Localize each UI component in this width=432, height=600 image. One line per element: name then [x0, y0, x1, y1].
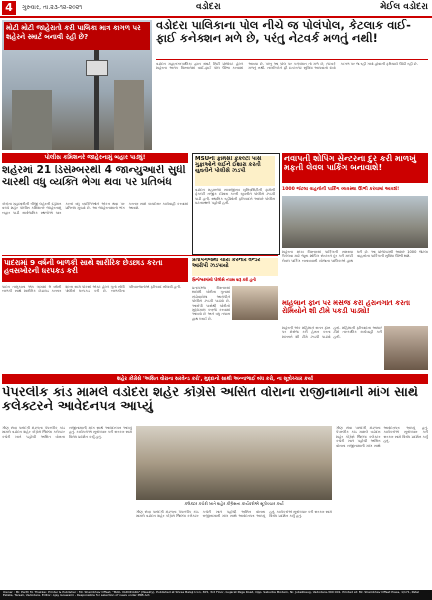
page-number: 4 — [2, 1, 16, 15]
edition-name: મેઈલ વડોદરા — [380, 2, 428, 12]
bottom-kicker: શહેર કોંગ્રેસે 'અસિત વોરાના સરવેન્ડ કરો', મુદ્દાનો સાથી અન્નાભાઈ બંધ કરો, ના સૂત્રોચ્ચાર કર્યા — [2, 374, 428, 384]
lead-headline: વડોદરા પાલિકાના પોલ નીચે જ પોલંપોલ, કેટલાક વાઈ-ફાઈ કનેક્શન મળે છે, પરંતુ નેટવર્ક મળતું નથી! — [156, 19, 411, 45]
footer-imprint: Owner : Mr. Parth M. Thakker. Printer & Publisher : Mr. Shambhav Offset, "MAIL VADODARA" (Weekly), Published at Shree Balaji Icon, 305, 3rd Floor, Gujarat Page Road, Opp. Saburba Modern, Nr. Jubelibaug, Vadodara-390 001. Printed at: Mr. Shambhav Offset Press, 1/171, Patel Estate, Tarsali, Vadodara. Editor: Ajay Goswami - Responsible for selection of news under PRB Act. — [0, 590, 432, 600]
lead-photo-caption: મોટી મોટી જાહેરાતો કરી પાલિકા માત્ર કાગળ પર શહેરને સ્માર્ટ બનાવી રહી છે? — [4, 22, 150, 50]
divider — [156, 59, 428, 60]
parking-photo — [282, 196, 428, 248]
bottom-body-center: ગૌણ સેવા પસંદગી મંડળના પેપરલીક કાંડ મામલે વડોદરા શહેર કોંગ્રેસે જિલ્લા કલેક્ટર કચેરી ખાતે પહોંચી અસિત વોરાના રાજીનામાની માંગ સાથે આવેદનપત્ર આપ્યું હતું. કાર્યકરોએ સૂત્રોચ્ચાર કરી સરકાર સામે વિરોધ પ્રદર્શન કર્યું હતું. — [136, 510, 332, 519]
city-name: વડોદરા — [196, 2, 221, 12]
wifi-box — [86, 60, 108, 76]
child-headline: પાદરામાં 9 વર્ષની બાળકી સાથે શારીરિક છેડછાડ કરતા હવસખોરની ધરપકડ કરી — [2, 258, 188, 282]
building-shape — [114, 80, 144, 150]
bottom-photo — [136, 426, 332, 500]
date-line: ગુરુવાર, તા.૨૩-૧૨-૨૦૨૧ — [22, 4, 83, 11]
bottom-body-right: ગૌણ સેવા પસંદગી મંડળના પેપરલીક કાંડ મામલે વડોદરા શહેર કોંગ્રેસે જિલ્લા કલેક્ટર કચેરી ખાતે પહોંચી અસિત વોરાના રાજીનામાની માંગ સાથે આવેદનપત્ર આપ્યું હતું. કાર્યકરોએ સૂત્રોચ્ચાર કરી સરકાર સામે વિરોધ પ્રદર્શન કર્યું હતું. — [336, 426, 428, 448]
women-headline: મહિલાને ફોન પર મેસેજ કરી હેરાનગતિ કરતા રોમિયોને શી ટીમે પકડી પાડ્યો! — [282, 300, 411, 315]
bottom-headline: પેપરલીક કાંડ મામલે વડોદરા શહેર કોંગ્રેસે અસિત વોરાના રાજીનામાની માંગ સાથે કલેક્ટરને આવેદનપત્ર આપ્યું — [2, 386, 418, 415]
lead-body: વડોદરા મહાનગરપાલિકા દ્વારા સ્માર્ટ સિટી પ્રોજેક્ટ હેઠળ શહેરના અનેક વિસ્તારોમાં વાઈ-ફાઈ પોલ ઊભા કરવામાં આવ્યા છે. પરંતુ આ પોલ પર કનેક્શન તો મળે છે, નેટવર્ક મળતું નથી. નાગરિકોને ફ્રી ઇન્ટરનેટ સુવિધા આપવાનો દાવો કાગળ પર જ રહી ગયો હોવાની ફરિયાદો ઊઠી રહી છે. — [156, 62, 418, 71]
child-body: પાદરા તાલુકાના એક ગામમાં 9 વર્ષની બાળકી સાથે શારીરિક છેડછાડ કરનાર શખ્સ સામે પોક્સો એક્ટ હેઠળ ગુનો નોંધી પોલીસે ધરપકડ કરી છે. બાળકીના પરિવારજનોએ ફરિયાદ નોંધાવી હતી. — [2, 285, 181, 294]
building-shape — [12, 90, 52, 150]
police-kicker: પોલીસ કમિશનરે જાહેરનામું બહાર પાડ્યું! — [2, 153, 188, 163]
parking-headline: નવાપતી શોપિંગ સેન્ટરના દુર કરી માળખું મફતી લેવલ પાર્કિંગ બનાવાશે! — [282, 153, 428, 183]
women-body: શહેરની એક મહિલાને સતત ફોન પર મેસેજ કરી હેરાન કરતા શખ્સને શી ટીમે ઝડપી પાડ્યો હતો. મહિલાની ફરિયાદના આધારે ટીમે તાત્કાલિક કાર્યવાહી કરી હતી. — [282, 326, 382, 339]
gold-headline: પ્રતાપગંજમાં ચોરી કરનાર વેન્ડર આરોપી ઝડપાયો — [192, 258, 278, 276]
gold-photo — [232, 286, 278, 320]
women-photo — [384, 326, 428, 370]
bottom-photo-caption: કલેક્ટર કચેરી ખાતે શહેર કોંગ્રેસના કાર્યકરોએ સૂત્રોચ્ચાર કર્યા — [184, 501, 284, 506]
police-body: કોરોના મહામારીની ત્રીજી લહેરની દહેશત વચ્ચે શહેર પોલીસ કમિશનરે જાહેરનામું બહાર પાડી સાર્વજનિક સ્થળોએ ચાર કરતાં વધુ વ્યક્તિઓને એકત્ર થવા પર પ્રતિબંધ મૂક્યો છે. આ જાહેરનામાનો ભંગ કરનાર સામે કાયદેસર કાર્યવાહી કરવામાં આવશે. — [2, 202, 188, 215]
bottom-body-left: ગૌણ સેવા પસંદગી મંડળના પેપરલીક કાંડ મામલે વડોદરા શહેર કોંગ્રેસે જિલ્લા કલેક્ટર કચેરી ખાતે પહોંચી અસિત વોરાના રાજીનામાની માંગ સાથે આવેદનપત્ર આપ્યું હતું. કાર્યકરોએ સૂત્રોચ્ચાર કરી સરકાર સામે વિરોધ પ્રદર્શન કર્યું હતું. — [2, 426, 132, 439]
gold-body: પ્રતાપગંજ વિસ્તારમાં થયેલી ચોરીના ગુનામાં સંડોવાયેલા આરોપીને પોલીસે ઝડપી પાડ્યો છે. આરોપી પાસેથી ચોરીનો મુદ્દામાલ કબજે કરવામાં આવ્યો છે અને વધુ તપાસ હાથ ધરાઈ છે. — [192, 286, 230, 321]
msu-body: વડોદરા મહારાજા સયાજીરાવ યુનિવર્સિટીની ફાર્મસી ફેકલ્ટી નજીક ઈશારા કરતી યુવતીને પોલીસે ઝડપી પાડી હતી. સ્થાનિક રહીશોની ફરિયાદને આધારે પોલીસ ઘટનાસ્થળે પહોંચી હતી. — [195, 188, 275, 206]
divider — [2, 255, 278, 256]
msu-headline: MSUની ફાર્મસી ફેકલ્ટી પાસે ગુફાઓને લઈને ઈશારા કરતી યુવતીને પોલીસે ઝડપી — [195, 156, 275, 186]
masthead — [0, 0, 432, 18]
police-headline: શહેરમાં 21 ડિસેમ્બરથી 4 જાન્યુઆરી સુધી ચારથી વધુ વ્યક્તિ ભેગા થવા પર પ્રતિબંધ — [2, 165, 186, 188]
parking-body: શહેરના મધ્ય વિસ્તારમાં પાર્કિંગની સમસ્યા ઉકેલવા માટે જૂના શોપિંગ સેન્ટરને દૂર કરી મલ્ટી લેવલ પાર્કિંગ બનાવવાની યોજના પાલિકાએ હાથ ધરી છે. આ પ્રોજેક્ટથી આશરે 1000 જેટલા વાહનોના પાર્કિંગની સુવિધા ઊભી થશે. — [282, 250, 428, 263]
pole-shape — [94, 38, 99, 150]
gold-subhead: બ્રિજેશ્વરમાંથી પોલીસે તપાસ શરૂ કરી હતી — [192, 277, 256, 282]
parking-subhead: 1000 જેટલા વાહનોની પાર્કિંગ વ્યવસ્થા ઊભી કરવામાં આવશે! — [282, 187, 400, 192]
